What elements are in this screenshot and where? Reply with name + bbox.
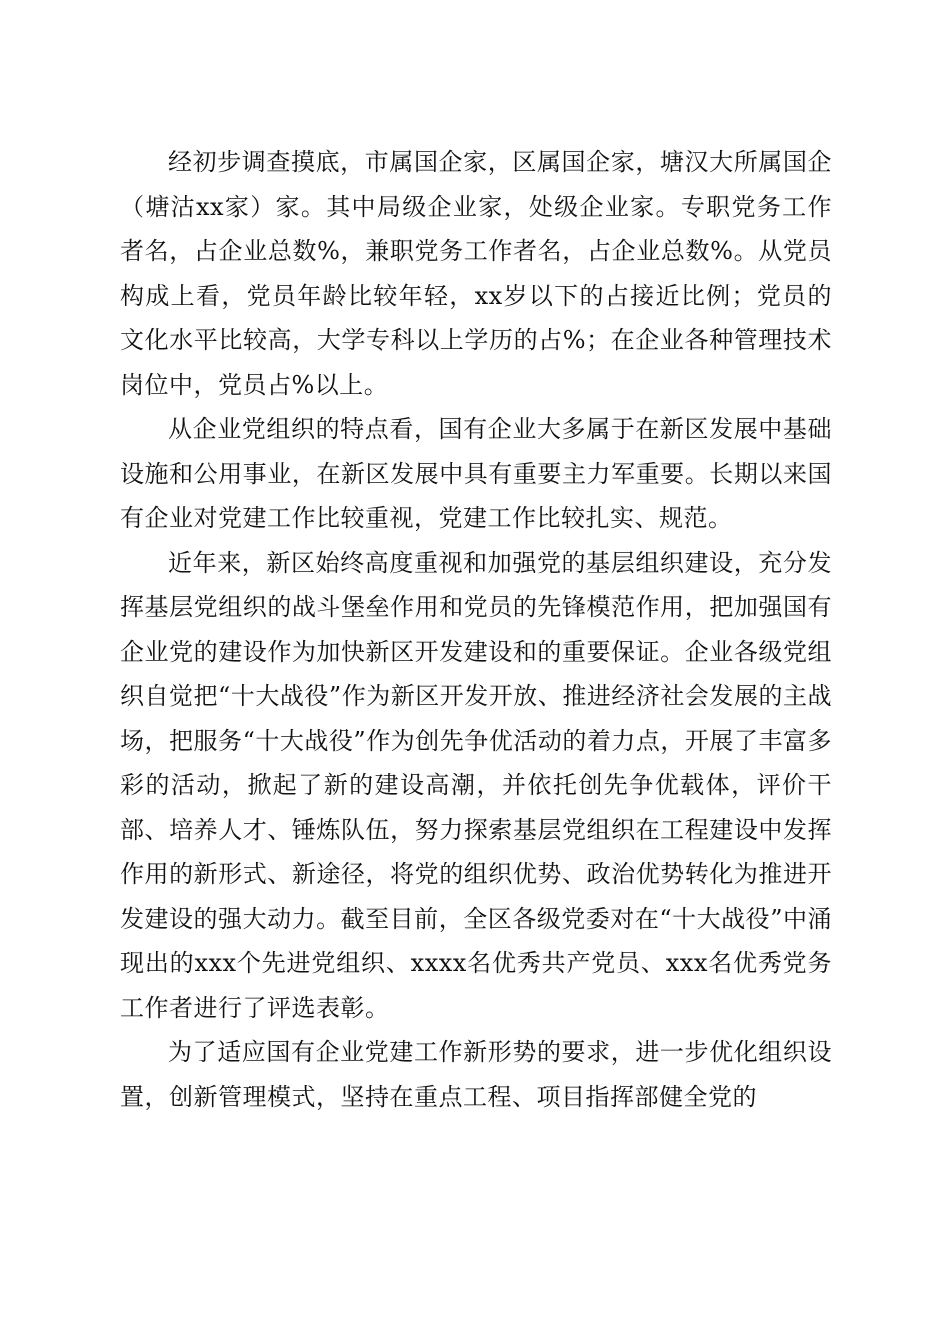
paragraph-survey: 经初步调查摸底，市属国企家，区属国企家，塘汉大所属国企（塘沽xx家）家。其中局级企业家，处级企业家。专职党务工作者名，占企业总数%，兼职党务工作者名，占企业总数%。从党员构成上看，党员年龄比较年轻，xx岁以下的占接近比例；党员的文化水平比较高，大学专科以上学历的占%；在企业各种管理技术岗位中，党员占%以上。 [120, 148, 832, 399]
paragraph-characteristics: 从企业党组织的特点看，国有企业大多属于在新区发展中基础设施和公用事业，在新区发展中具有重要主力军重要。长期以来国有企业对党建工作比较重视，党建工作比较扎实、规范。 [120, 415, 832, 532]
paragraph-recent-years: 近年来，新区始终高度重视和加强党的基层组织建设，充分发挥基层党组织的战斗堡垒作用和党员的先锋模范作用，把加强国有企业党的建设作为加快新区开发建设和的重要保证。企业各级党组织自觉把“十大战役”作为新区开发开放、推进经济社会发展的主战场，把服务“十大战役”作为创先争优活动的着力点，开展了丰富多彩的活动，掀起了新的建设高潮，并依托创先争优载体，评价干部、培养人才、锤炼队伍，努力探索基层党组织在工程建设中发挥作用的新形式、新途径，将党的组织优势、政治优势转化为推进开发建设的强大动力。截至目前，全区各级党委对在“十大战役”中涌现出的xxx个先进党组织、xxxx名优秀共产党员、xxx名优秀党务工作者进行了评选表彰。 [120, 548, 832, 1022]
paragraph-adaptation: 为了适应国有企业党建工作新形势的要求，进一步优化组织设置，创新管理模式，坚持在重点工程、项目指挥部健全党的 [120, 1038, 832, 1111]
document-page [120, 140, 832, 1119]
